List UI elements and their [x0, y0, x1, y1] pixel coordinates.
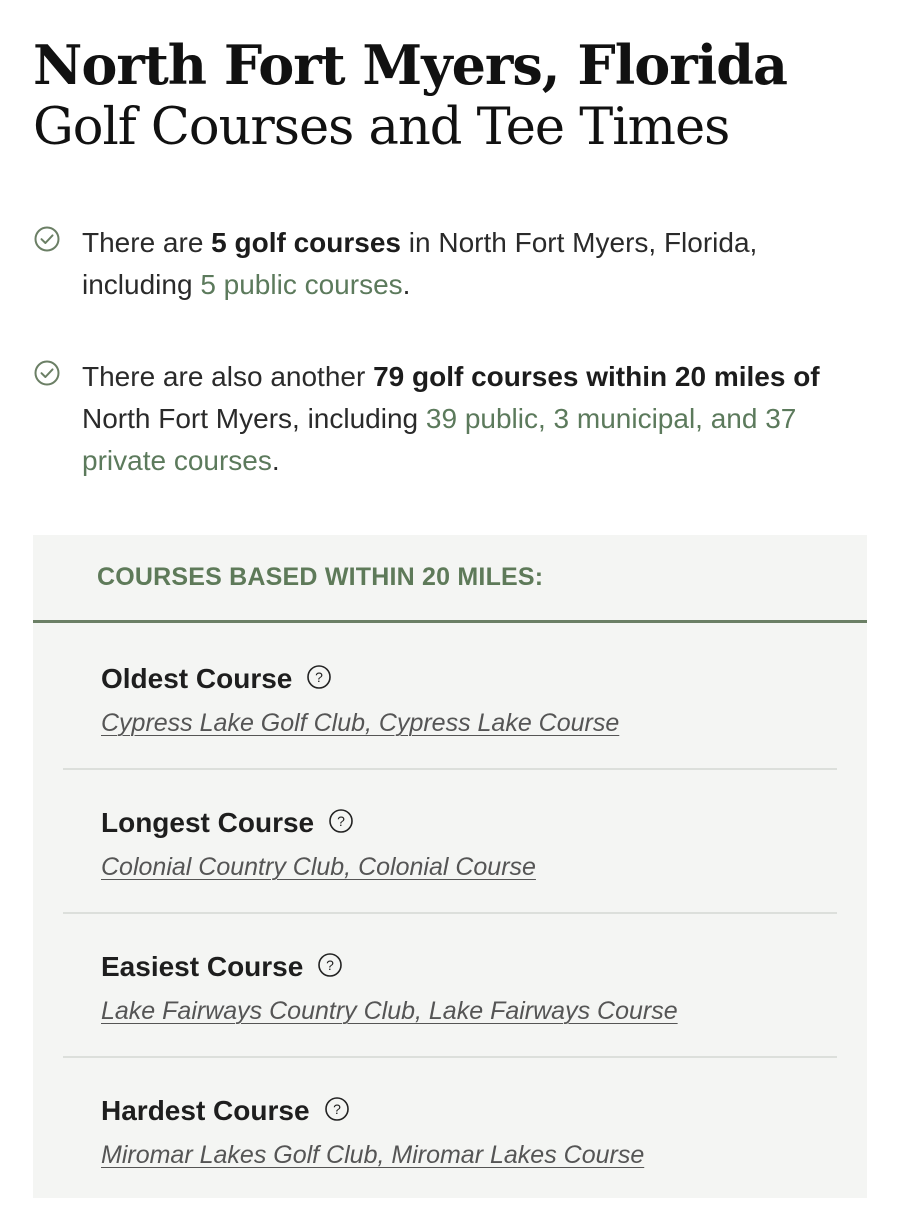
oldest-course-link[interactable]: Cypress Lake Golf Club, Cypress Lake Course: [101, 709, 620, 737]
panel-header: [33, 535, 867, 623]
courses-within-20-miles-panel: [33, 535, 867, 1198]
row-label-text: Hardest Course: [101, 1095, 310, 1126]
row-label: [101, 663, 332, 695]
fact-local-courses: [33, 222, 873, 306]
check-circle-icon: [33, 359, 61, 387]
oldest-course-row: [63, 626, 837, 770]
fact-text-part: North Fort Myers, including: [82, 403, 426, 434]
fact-highlight: 79 golf courses within 20 miles of: [373, 361, 820, 392]
nearby-courses-link[interactable]: 39 public, 3 municipal, and 37 private courses: [82, 403, 797, 476]
fact-nearby-courses: [33, 356, 873, 482]
check-circle-icon: [33, 225, 61, 253]
fact-text-part: There are: [82, 227, 212, 258]
svg-text:?: ?: [315, 669, 324, 685]
row-label: [101, 807, 354, 839]
svg-text:?: ?: [337, 813, 346, 829]
question-circle-icon[interactable]: [328, 808, 354, 834]
fact-highlight: 5 golf courses: [211, 227, 402, 258]
fact-text: [82, 222, 873, 306]
easiest-course-link[interactable]: Lake Fairways Country Club, Lake Fairways Course: [101, 997, 678, 1025]
question-circle-icon[interactable]: [324, 1096, 350, 1122]
page-title: [33, 33, 787, 157]
svg-text:?: ?: [332, 1101, 341, 1117]
fact-text-part: .: [402, 269, 411, 300]
fact-text-part: in North Fort Myers, Florida, including: [82, 227, 758, 300]
fact-text-part: There are also another: [82, 361, 374, 392]
longest-course-link[interactable]: Colonial Country Club, Colonial Course: [101, 853, 536, 881]
question-circle-icon[interactable]: [317, 952, 343, 978]
public-courses-link[interactable]: 5 public courses: [200, 269, 403, 300]
page-title-line-1: North Fort Myers, Florida: [33, 33, 787, 97]
panel-header-label: COURSES BASED WITHIN 20 MILES:: [97, 563, 544, 591]
question-circle-icon[interactable]: [306, 664, 332, 690]
row-label-text: Easiest Course: [101, 951, 304, 982]
hardest-course-link[interactable]: Miromar Lakes Golf Club, Miromar Lakes Course: [101, 1141, 645, 1169]
fact-text-part: .: [271, 445, 280, 476]
longest-course-row: [63, 770, 837, 914]
page-title-line-2: Golf Courses and Tee Times: [33, 98, 730, 157]
row-label-text: Oldest Course: [101, 663, 293, 694]
hardest-course-row: [63, 1058, 837, 1202]
row-label: [101, 1095, 350, 1127]
row-label: [101, 951, 343, 983]
svg-text:?: ?: [326, 957, 335, 973]
row-label-text: Longest Course: [101, 807, 315, 838]
easiest-course-row: [63, 914, 837, 1058]
fact-text: [82, 356, 873, 482]
